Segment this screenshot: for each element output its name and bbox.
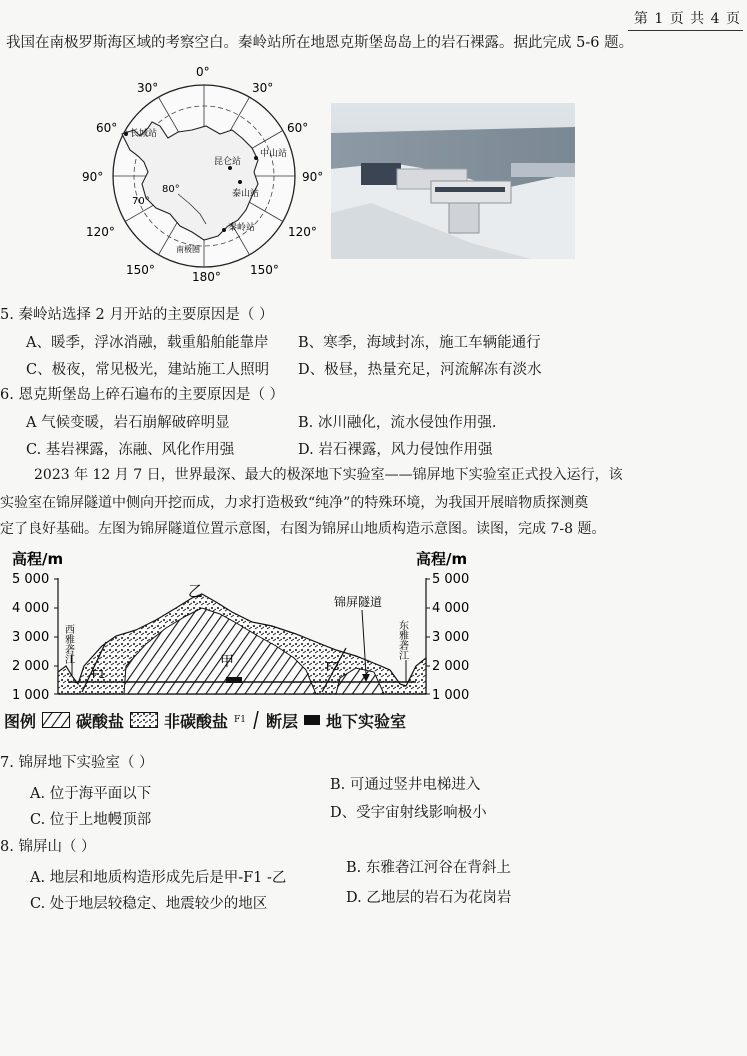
- label-90e: 90°: [302, 170, 324, 184]
- q7-option-b: B. 可通过竖井电梯进入: [330, 777, 481, 793]
- q6-option-b: B. 冰川融化，流水侵蚀作用强.: [298, 415, 497, 431]
- q7-option-c: C. 位于上地幔顶部: [30, 812, 152, 828]
- page-number: 第 1 页 共 4 页: [628, 8, 743, 31]
- q5-option-b: B、寒季，海域封冻，施工车辆能通行: [298, 335, 541, 351]
- q5-stem: 5. 秦岭站选择 2 月开站的主要原因是（ ）: [0, 307, 274, 323]
- label-f1: F1: [92, 668, 106, 681]
- label-30w: 30°: [137, 81, 159, 95]
- legend-non-carbonate-label: 非碳酸盐: [164, 711, 229, 731]
- label-70: 70°: [132, 196, 150, 207]
- label-120w: 120°: [86, 225, 115, 239]
- jinping-geological-profile: [6, 546, 476, 732]
- label-60w: 60°: [96, 121, 118, 135]
- intro-text-7-8-line3: 定了良好基础。左图为锦屏隧道位置示意图，右图为锦屏山地质构造示意图。读图，完成 7-8 题。: [0, 521, 606, 537]
- tick-4000-left: 4 000: [12, 601, 50, 616]
- qinling-station-photo: [331, 103, 575, 259]
- label-jinping-tunnel: 锦屏隧道: [334, 595, 383, 609]
- q8-option-a: A. 地层和地质构造形成先后是甲-F1 -乙: [30, 870, 287, 886]
- tick-2000-right: 2 000: [432, 659, 470, 674]
- q7-stem: 7. 锦屏地下实验室（ ）: [0, 755, 154, 771]
- profile-legend: [4, 708, 406, 732]
- tick-3000-right: 3 000: [432, 630, 470, 645]
- q7-option-a: A. 位于海平面以下: [30, 786, 152, 802]
- label-jia: 甲: [220, 654, 234, 670]
- tick-5000-left: 5 000: [12, 572, 50, 587]
- q5-option-d: D、极昼，热量充足，河流解冻有淡水: [298, 362, 542, 378]
- station-kunlun: 昆仑站: [214, 157, 242, 167]
- label-80: 80°: [162, 184, 180, 195]
- q5-option-c: C、极夜，常见极光，建站施工人照明: [26, 362, 270, 378]
- q8-stem: 8. 锦屏山（ ）: [0, 839, 96, 855]
- q7-option-d: D、受宇宙射线影响极小: [330, 805, 487, 821]
- legend-carbonate-swatch: [42, 712, 70, 728]
- profile-ticks-left: [12, 572, 49, 703]
- label-yi: 乙: [188, 582, 204, 600]
- q8-option-c: C. 处于地层较稳定、地震较少的地区: [30, 896, 268, 912]
- tick-5000-right: 5 000: [432, 572, 470, 587]
- legend-carbonate-label: 碳酸盐: [76, 711, 125, 731]
- antarctica-polar-map: [82, 64, 332, 282]
- station-taishan: 泰山站: [232, 189, 260, 199]
- label-150w: 150°: [126, 263, 155, 277]
- legend-non-carbonate-swatch: [130, 712, 158, 728]
- q6-option-a: A 气候变暖，岩石崩解破碎明显: [26, 415, 230, 431]
- q5-option-a: A、暖季，浮冰消融，载重船舶能靠岸: [26, 335, 269, 351]
- label-west-yalong-river: 西雅砻江: [62, 624, 74, 664]
- axis-title-left: 高程/m: [12, 550, 64, 568]
- q6-option-d: D. 岩石裸露，风力侵蚀作用强: [298, 442, 493, 458]
- label-0: 0°: [196, 65, 210, 79]
- tick-3000-left: 3 000: [12, 630, 50, 645]
- label-90w: 90°: [82, 170, 104, 184]
- intro-text-7-8-line1: 2023 年 12 月 7 日，世界最深、最大的极深地下实验室——锦屏地下实验室正式投入运行，该: [34, 467, 623, 483]
- station-qinling: 秦岭站: [228, 223, 256, 233]
- legend-title: 图例: [4, 711, 37, 731]
- legend-fault-symbol: F1: [234, 715, 247, 725]
- tick-2000-left: 2 000: [12, 659, 50, 674]
- antarctic-circle-label: 南极圈: [176, 245, 200, 254]
- q6-stem: 6. 恩克斯堡岛上碎石遍布的主要原因是（ ）: [0, 387, 285, 403]
- label-60e: 60°: [287, 121, 309, 135]
- label-east-yalong-river: 东雅砻江: [396, 620, 408, 660]
- legend-fault-label: 断层: [266, 711, 299, 731]
- station-changcheng: 长城站: [130, 129, 158, 139]
- label-30e: 30°: [252, 81, 274, 95]
- tick-1000-right: 1 000: [432, 688, 470, 703]
- intro-text-7-8-line2: 实验室在锦屏隧道中侧向开挖而成，力求打造极致“纯净”的特殊环境，为我国开展暗物质探测奠: [0, 495, 589, 511]
- q8-option-b: B. 东雅砻江河谷在背斜上: [346, 860, 511, 876]
- label-180: 180°: [192, 270, 221, 282]
- label-150e: 150°: [250, 263, 279, 277]
- label-120e: 120°: [288, 225, 317, 239]
- legend-lab-label: 地下实验室: [326, 711, 407, 731]
- tick-1000-left: 1 000: [12, 688, 50, 703]
- tick-4000-right: 4 000: [432, 601, 470, 616]
- label-f2: F2: [326, 660, 340, 673]
- intro-text-5-6: 我国在南极罗斯海区域的考察空白。秦岭站所在地恩克斯堡岛岛上的岩石裸露。据此完成 5-6 题。: [6, 35, 634, 51]
- profile-ticks-right: [432, 572, 469, 703]
- station-zhongshan: 中山站: [260, 149, 288, 159]
- axis-title-right: 高程/m: [416, 550, 468, 568]
- legend-fault-swatch: [252, 711, 260, 729]
- q6-option-c: C. 基岩裸露，冻融、风化作用强: [26, 442, 235, 458]
- q8-option-d: D. 乙地层的岩石为花岗岩: [346, 890, 512, 906]
- legend-lab-swatch: [304, 715, 320, 725]
